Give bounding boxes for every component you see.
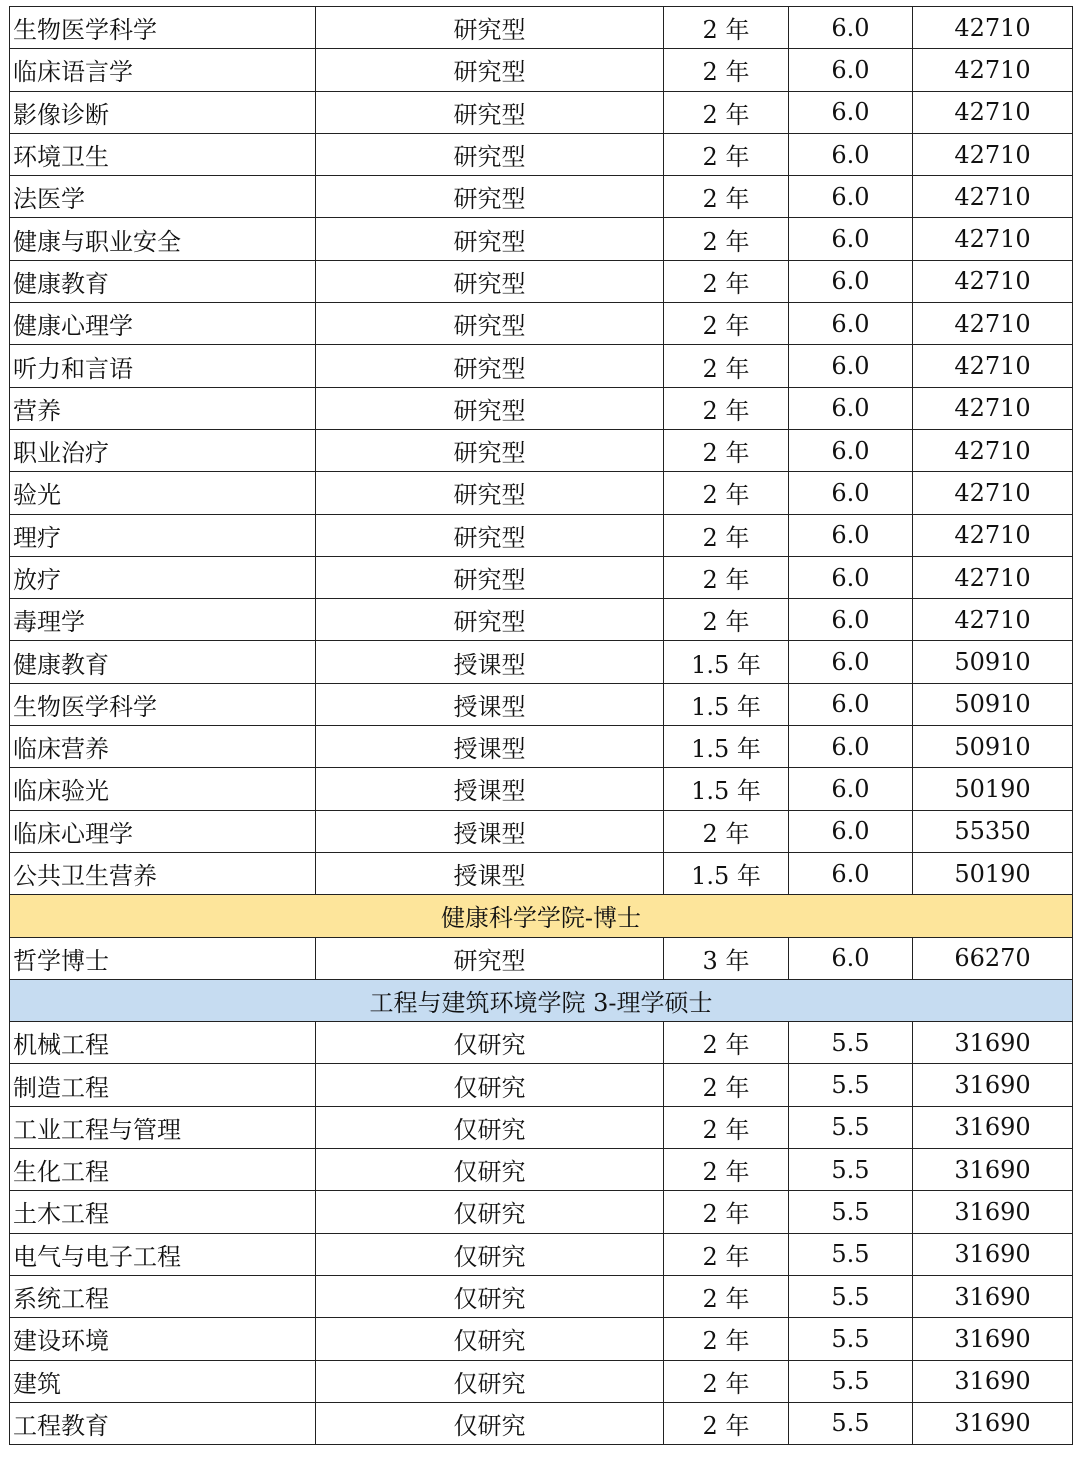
tuition-fee-cell: 42710 bbox=[913, 260, 1073, 302]
program-type-cell: 研究型 bbox=[316, 429, 664, 471]
program-type-cell: 研究型 bbox=[316, 303, 664, 345]
tuition-fee-cell: 42710 bbox=[913, 514, 1073, 556]
table-row bbox=[10, 7, 1073, 49]
table-row bbox=[10, 683, 1073, 725]
program-name-cell: 公共卫生营养 bbox=[10, 852, 316, 894]
duration-cell: 2 年 bbox=[664, 345, 789, 387]
program-name-cell: 法医学 bbox=[10, 176, 316, 218]
program-name-cell: 系统工程 bbox=[10, 1275, 316, 1317]
tuition-fee-cell: 50190 bbox=[913, 852, 1073, 894]
table-row bbox=[10, 726, 1073, 768]
ielts-score-cell: 6.0 bbox=[789, 303, 913, 345]
duration-cell: 2 年 bbox=[664, 1191, 789, 1233]
program-name-cell: 生物医学科学 bbox=[10, 683, 316, 725]
table-row bbox=[10, 852, 1073, 894]
tuition-fee-cell: 31690 bbox=[913, 1106, 1073, 1148]
tuition-fee-cell: 31690 bbox=[913, 1064, 1073, 1106]
program-name-cell: 工程教育 bbox=[10, 1402, 316, 1444]
duration-cell: 1.5 年 bbox=[664, 852, 789, 894]
duration-cell: 3 年 bbox=[664, 937, 789, 979]
duration-cell: 2 年 bbox=[664, 1149, 789, 1191]
duration-cell: 2 年 bbox=[664, 429, 789, 471]
duration-cell: 2 年 bbox=[664, 1360, 789, 1402]
ielts-score-cell: 5.5 bbox=[789, 1402, 913, 1444]
duration-cell: 2 年 bbox=[664, 7, 789, 49]
tuition-fee-cell: 42710 bbox=[913, 49, 1073, 91]
table-row bbox=[10, 1318, 1073, 1360]
ielts-score-cell: 6.0 bbox=[789, 768, 913, 810]
duration-cell: 2 年 bbox=[664, 599, 789, 641]
tuition-fee-cell: 42710 bbox=[913, 303, 1073, 345]
tuition-fee-cell: 42710 bbox=[913, 429, 1073, 471]
program-name-cell: 营养 bbox=[10, 387, 316, 429]
tuition-fee-cell: 31690 bbox=[913, 1022, 1073, 1064]
table-row bbox=[10, 91, 1073, 133]
program-type-cell: 仅研究 bbox=[316, 1360, 664, 1402]
duration-cell: 2 年 bbox=[664, 1106, 789, 1148]
tuition-fee-cell: 42710 bbox=[913, 7, 1073, 49]
program-name-cell: 验光 bbox=[10, 472, 316, 514]
tuition-fee-cell: 50910 bbox=[913, 641, 1073, 683]
ielts-score-cell: 6.0 bbox=[789, 556, 913, 598]
program-name-cell: 理疗 bbox=[10, 514, 316, 556]
program-type-cell: 研究型 bbox=[316, 387, 664, 429]
duration-cell: 2 年 bbox=[664, 91, 789, 133]
table-row bbox=[10, 345, 1073, 387]
table-row bbox=[10, 218, 1073, 260]
ielts-score-cell: 5.5 bbox=[789, 1275, 913, 1317]
program-type-cell: 仅研究 bbox=[316, 1191, 664, 1233]
section-header-row bbox=[10, 979, 1073, 1021]
program-name-cell: 土木工程 bbox=[10, 1191, 316, 1233]
ielts-score-cell: 6.0 bbox=[789, 387, 913, 429]
duration-cell: 2 年 bbox=[664, 472, 789, 514]
program-name-cell: 建筑 bbox=[10, 1360, 316, 1402]
tuition-fee-cell: 42710 bbox=[913, 387, 1073, 429]
program-name-cell: 生物医学科学 bbox=[10, 7, 316, 49]
program-type-cell: 仅研究 bbox=[316, 1318, 664, 1360]
ielts-score-cell: 6.0 bbox=[789, 91, 913, 133]
program-type-cell: 研究型 bbox=[316, 472, 664, 514]
ielts-score-cell: 6.0 bbox=[789, 49, 913, 91]
program-type-cell: 仅研究 bbox=[316, 1402, 664, 1444]
duration-cell: 2 年 bbox=[664, 303, 789, 345]
ielts-score-cell: 6.0 bbox=[789, 7, 913, 49]
ielts-score-cell: 6.0 bbox=[789, 852, 913, 894]
duration-cell: 2 年 bbox=[664, 1233, 789, 1275]
program-type-cell: 研究型 bbox=[316, 599, 664, 641]
program-type-cell: 研究型 bbox=[316, 260, 664, 302]
table-row bbox=[10, 937, 1073, 979]
program-type-cell: 仅研究 bbox=[316, 1149, 664, 1191]
duration-cell: 2 年 bbox=[664, 514, 789, 556]
table-row bbox=[10, 133, 1073, 175]
tuition-fee-cell: 42710 bbox=[913, 176, 1073, 218]
program-name-cell: 工业工程与管理 bbox=[10, 1106, 316, 1148]
program-table bbox=[9, 6, 1073, 1445]
program-type-cell: 仅研究 bbox=[316, 1275, 664, 1317]
table-row bbox=[10, 556, 1073, 598]
program-name-cell: 职业治疗 bbox=[10, 429, 316, 471]
tuition-fee-cell: 31690 bbox=[913, 1275, 1073, 1317]
program-name-cell: 听力和言语 bbox=[10, 345, 316, 387]
duration-cell: 2 年 bbox=[664, 810, 789, 852]
section-title: 工程与建筑环境学院 3-理学硕士 bbox=[10, 979, 1073, 1021]
table-row bbox=[10, 1064, 1073, 1106]
duration-cell: 2 年 bbox=[664, 1402, 789, 1444]
program-table-body bbox=[10, 7, 1073, 1445]
table-row bbox=[10, 303, 1073, 345]
table-row bbox=[10, 1191, 1073, 1233]
ielts-score-cell: 5.5 bbox=[789, 1064, 913, 1106]
tuition-fee-cell: 42710 bbox=[913, 218, 1073, 260]
ielts-score-cell: 6.0 bbox=[789, 176, 913, 218]
table-row bbox=[10, 176, 1073, 218]
program-type-cell: 研究型 bbox=[316, 49, 664, 91]
program-name-cell: 制造工程 bbox=[10, 1064, 316, 1106]
tuition-fee-cell: 42710 bbox=[913, 556, 1073, 598]
table-row bbox=[10, 1106, 1073, 1148]
table-row bbox=[10, 387, 1073, 429]
program-type-cell: 仅研究 bbox=[316, 1106, 664, 1148]
duration-cell: 2 年 bbox=[664, 1022, 789, 1064]
duration-cell: 2 年 bbox=[664, 218, 789, 260]
tuition-fee-cell: 42710 bbox=[913, 133, 1073, 175]
tuition-fee-cell: 42710 bbox=[913, 91, 1073, 133]
tuition-fee-cell: 31690 bbox=[913, 1149, 1073, 1191]
table-row bbox=[10, 1360, 1073, 1402]
duration-cell: 2 年 bbox=[664, 133, 789, 175]
program-type-cell: 授课型 bbox=[316, 768, 664, 810]
duration-cell: 1.5 年 bbox=[664, 641, 789, 683]
section-header-row bbox=[10, 895, 1073, 937]
tuition-fee-cell: 66270 bbox=[913, 937, 1073, 979]
duration-cell: 2 年 bbox=[664, 387, 789, 429]
program-type-cell: 研究型 bbox=[316, 7, 664, 49]
program-type-cell: 研究型 bbox=[316, 91, 664, 133]
tuition-fee-cell: 31690 bbox=[913, 1191, 1073, 1233]
program-type-cell: 研究型 bbox=[316, 218, 664, 260]
tuition-fee-cell: 42710 bbox=[913, 472, 1073, 514]
program-type-cell: 仅研究 bbox=[316, 1064, 664, 1106]
table-row bbox=[10, 1275, 1073, 1317]
table-row bbox=[10, 768, 1073, 810]
program-table-container bbox=[9, 6, 1072, 1445]
program-name-cell: 毒理学 bbox=[10, 599, 316, 641]
program-name-cell: 临床语言学 bbox=[10, 49, 316, 91]
ielts-score-cell: 5.5 bbox=[789, 1022, 913, 1064]
ielts-score-cell: 6.0 bbox=[789, 260, 913, 302]
program-type-cell: 研究型 bbox=[316, 937, 664, 979]
program-name-cell: 影像诊断 bbox=[10, 91, 316, 133]
duration-cell: 2 年 bbox=[664, 176, 789, 218]
ielts-score-cell: 6.0 bbox=[789, 514, 913, 556]
table-row bbox=[10, 514, 1073, 556]
duration-cell: 2 年 bbox=[664, 1275, 789, 1317]
program-type-cell: 仅研究 bbox=[316, 1233, 664, 1275]
tuition-fee-cell: 50190 bbox=[913, 768, 1073, 810]
program-name-cell: 健康教育 bbox=[10, 641, 316, 683]
ielts-score-cell: 6.0 bbox=[789, 937, 913, 979]
ielts-score-cell: 5.5 bbox=[789, 1149, 913, 1191]
program-type-cell: 研究型 bbox=[316, 514, 664, 556]
ielts-score-cell: 6.0 bbox=[789, 218, 913, 260]
ielts-score-cell: 6.0 bbox=[789, 599, 913, 641]
duration-cell: 1.5 年 bbox=[664, 683, 789, 725]
tuition-fee-cell: 42710 bbox=[913, 599, 1073, 641]
duration-cell: 2 年 bbox=[664, 556, 789, 598]
program-type-cell: 研究型 bbox=[316, 176, 664, 218]
program-type-cell: 仅研究 bbox=[316, 1022, 664, 1064]
table-row bbox=[10, 472, 1073, 514]
table-row bbox=[10, 429, 1073, 471]
table-row bbox=[10, 1233, 1073, 1275]
ielts-score-cell: 6.0 bbox=[789, 810, 913, 852]
ielts-score-cell: 6.0 bbox=[789, 683, 913, 725]
program-name-cell: 健康心理学 bbox=[10, 303, 316, 345]
tuition-fee-cell: 50910 bbox=[913, 683, 1073, 725]
ielts-score-cell: 5.5 bbox=[789, 1318, 913, 1360]
table-row bbox=[10, 1402, 1073, 1444]
program-name-cell: 建设环境 bbox=[10, 1318, 316, 1360]
ielts-score-cell: 6.0 bbox=[789, 726, 913, 768]
duration-cell: 1.5 年 bbox=[664, 768, 789, 810]
program-name-cell: 临床营养 bbox=[10, 726, 316, 768]
table-row bbox=[10, 599, 1073, 641]
program-name-cell: 临床验光 bbox=[10, 768, 316, 810]
table-row bbox=[10, 1149, 1073, 1191]
program-type-cell: 研究型 bbox=[316, 556, 664, 598]
tuition-fee-cell: 50910 bbox=[913, 726, 1073, 768]
program-type-cell: 授课型 bbox=[316, 641, 664, 683]
tuition-fee-cell: 31690 bbox=[913, 1360, 1073, 1402]
tuition-fee-cell: 42710 bbox=[913, 345, 1073, 387]
program-name-cell: 健康与职业安全 bbox=[10, 218, 316, 260]
program-type-cell: 授课型 bbox=[316, 683, 664, 725]
ielts-score-cell: 6.0 bbox=[789, 133, 913, 175]
tuition-fee-cell: 55350 bbox=[913, 810, 1073, 852]
program-type-cell: 授课型 bbox=[316, 852, 664, 894]
ielts-score-cell: 5.5 bbox=[789, 1233, 913, 1275]
table-row bbox=[10, 810, 1073, 852]
ielts-score-cell: 5.5 bbox=[789, 1106, 913, 1148]
tuition-fee-cell: 31690 bbox=[913, 1402, 1073, 1444]
program-name-cell: 环境卫生 bbox=[10, 133, 316, 175]
duration-cell: 2 年 bbox=[664, 260, 789, 302]
duration-cell: 2 年 bbox=[664, 49, 789, 91]
program-name-cell: 电气与电子工程 bbox=[10, 1233, 316, 1275]
program-name-cell: 生化工程 bbox=[10, 1149, 316, 1191]
program-name-cell: 临床心理学 bbox=[10, 810, 316, 852]
ielts-score-cell: 6.0 bbox=[789, 345, 913, 387]
program-name-cell: 放疗 bbox=[10, 556, 316, 598]
table-row bbox=[10, 641, 1073, 683]
program-type-cell: 研究型 bbox=[316, 345, 664, 387]
program-name-cell: 机械工程 bbox=[10, 1022, 316, 1064]
tuition-fee-cell: 31690 bbox=[913, 1318, 1073, 1360]
program-type-cell: 授课型 bbox=[316, 726, 664, 768]
ielts-score-cell: 6.0 bbox=[789, 641, 913, 683]
duration-cell: 1.5 年 bbox=[664, 726, 789, 768]
ielts-score-cell: 6.0 bbox=[789, 472, 913, 514]
table-row bbox=[10, 1022, 1073, 1064]
ielts-score-cell: 5.5 bbox=[789, 1360, 913, 1402]
ielts-score-cell: 5.5 bbox=[789, 1191, 913, 1233]
program-type-cell: 研究型 bbox=[316, 133, 664, 175]
tuition-fee-cell: 31690 bbox=[913, 1233, 1073, 1275]
program-type-cell: 授课型 bbox=[316, 810, 664, 852]
table-row bbox=[10, 260, 1073, 302]
section-title: 健康科学学院-博士 bbox=[10, 895, 1073, 937]
ielts-score-cell: 6.0 bbox=[789, 429, 913, 471]
duration-cell: 2 年 bbox=[664, 1318, 789, 1360]
duration-cell: 2 年 bbox=[664, 1064, 789, 1106]
program-name-cell: 健康教育 bbox=[10, 260, 316, 302]
table-row bbox=[10, 49, 1073, 91]
program-name-cell: 哲学博士 bbox=[10, 937, 316, 979]
